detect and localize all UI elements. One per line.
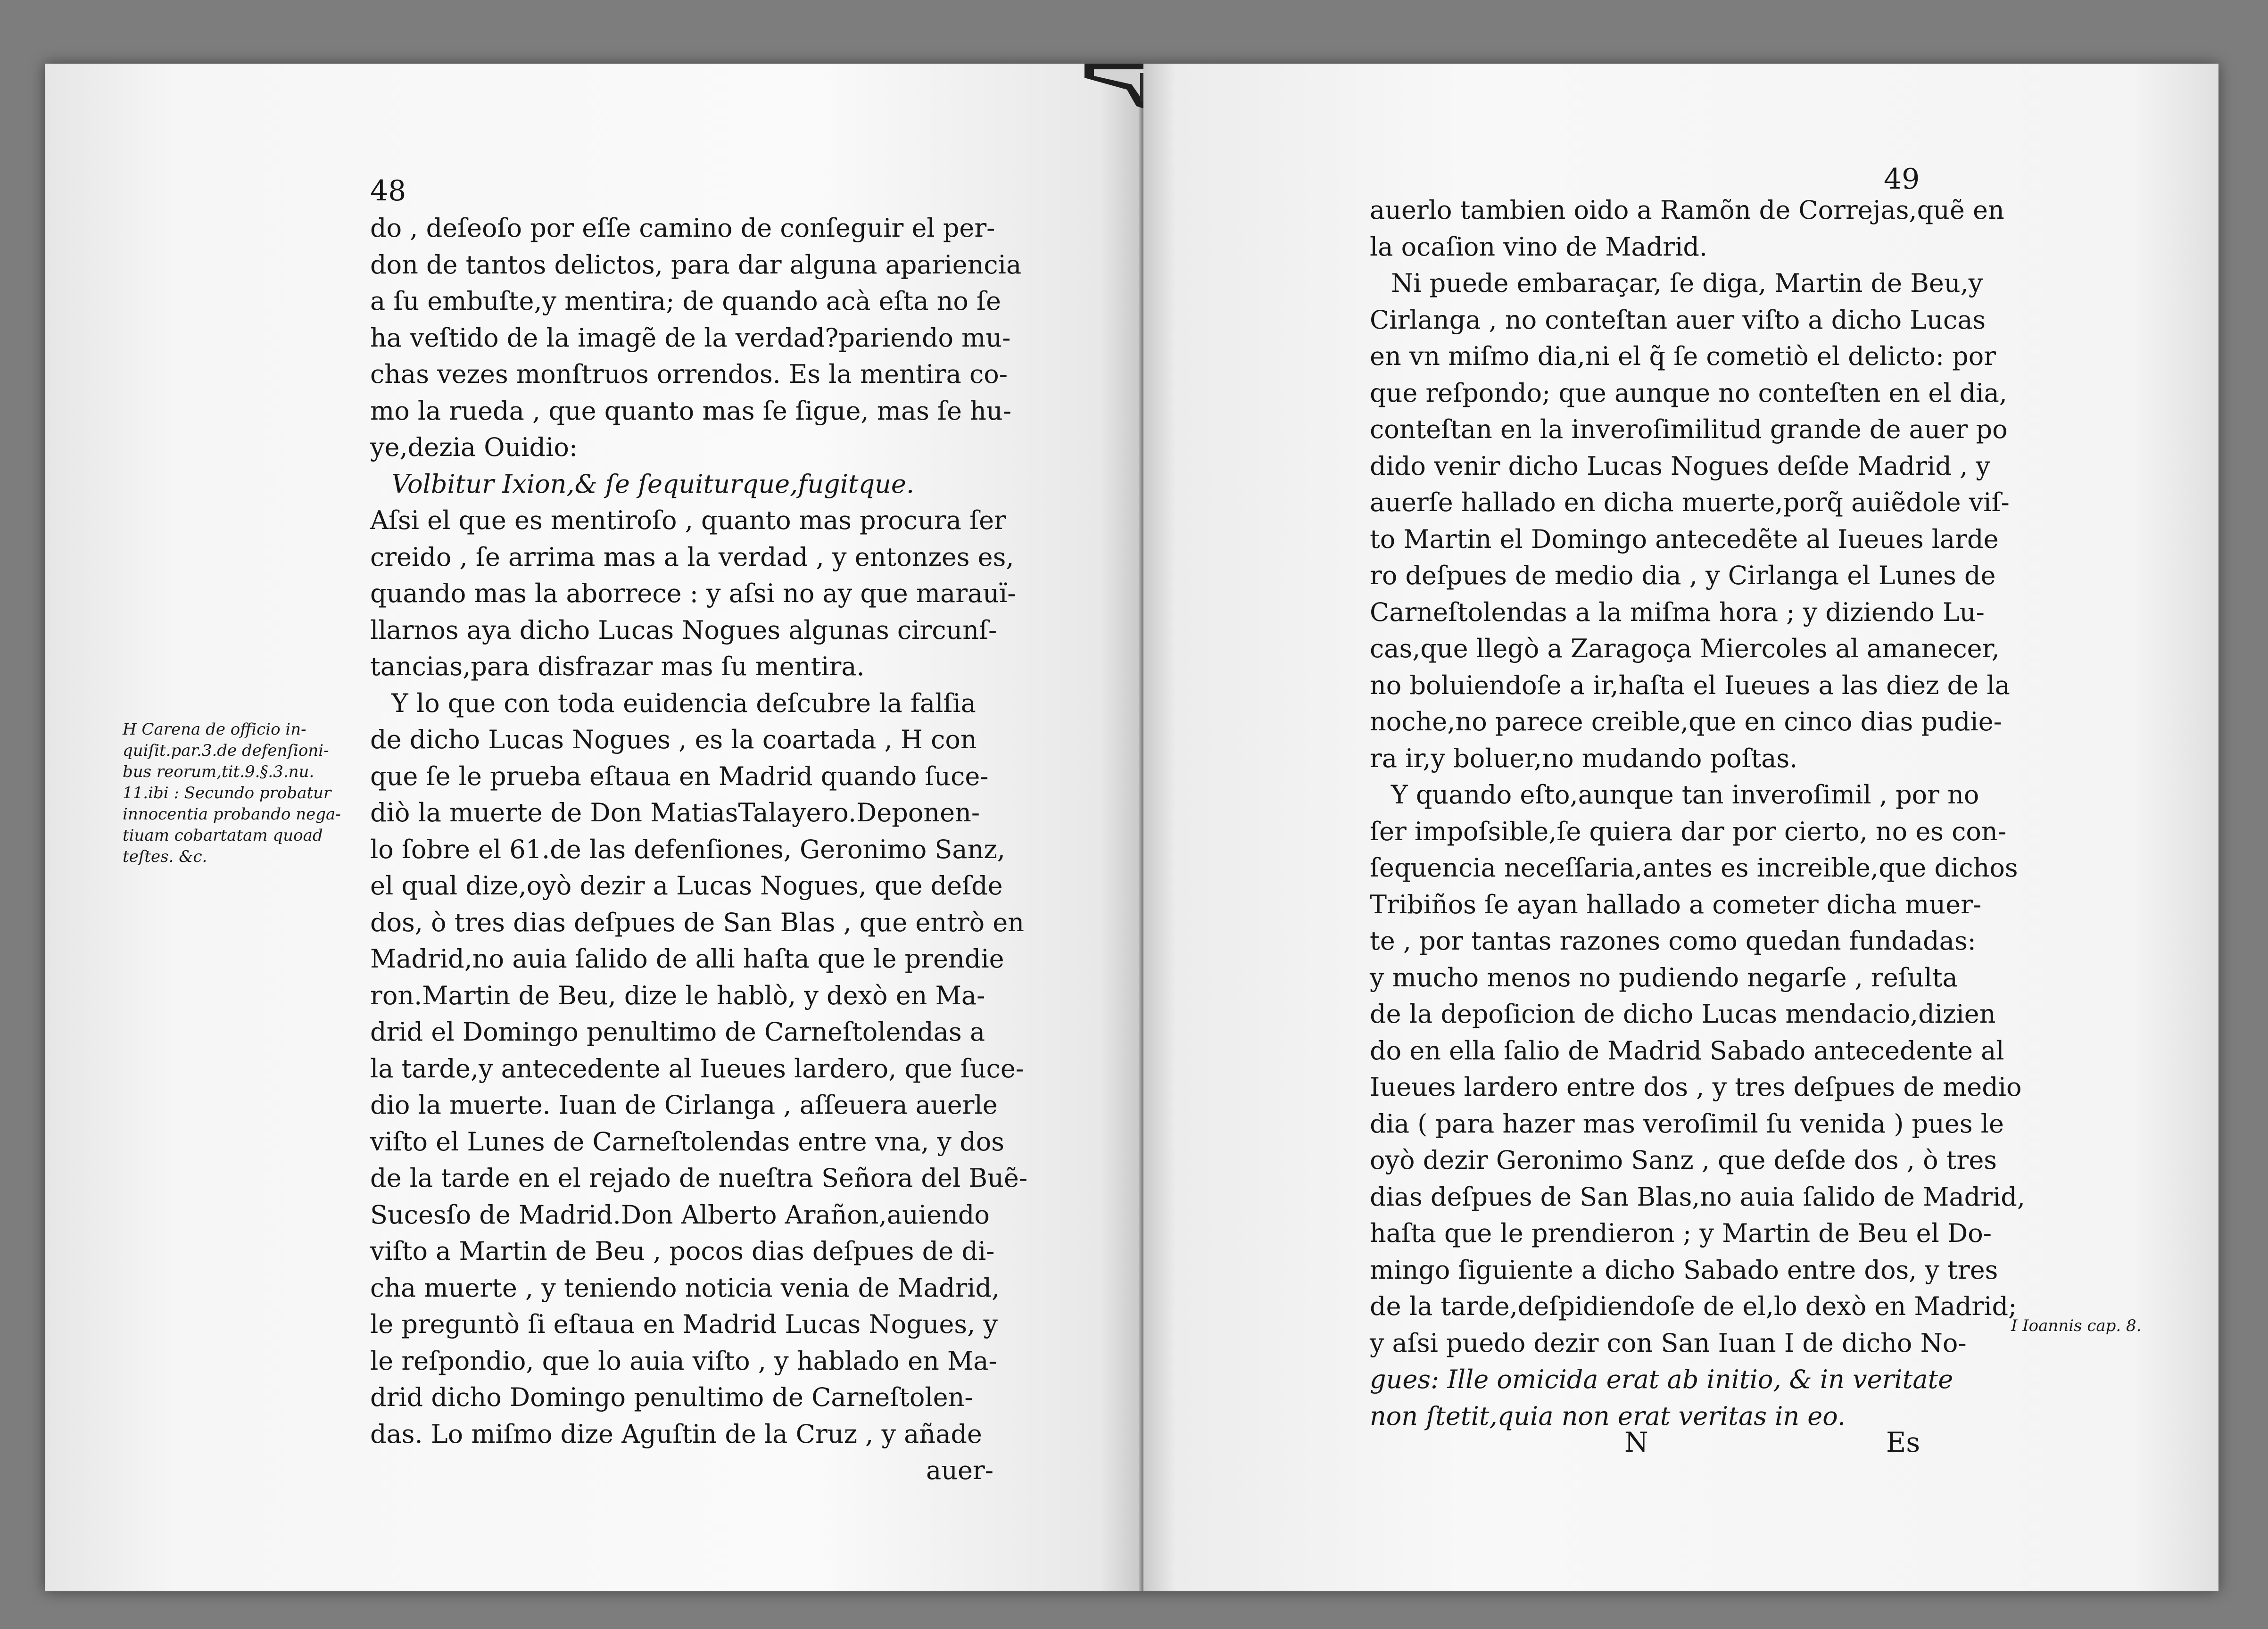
text-line: ſer impoſsible,ſe quiera dar por cierto, no es con- <box>1370 816 2006 846</box>
text-line: quando mas la aborrece : y aſsi no ay que marauï- <box>370 579 1016 608</box>
text-line: que ſe le prueba eſtaua en Madrid quando ſuce- <box>370 761 989 791</box>
page-number: 49 <box>1884 163 1920 196</box>
text-line: to Martin el Domingo antecedẽte al Iueues larde <box>1370 524 1999 554</box>
margin-note-line: 11.ibi : Secundo probatur <box>123 784 331 802</box>
text-line: haſta que le prendieron ; y Martin de Beu el Do- <box>1370 1218 1992 1248</box>
text-line: viſto a Martin de Beu , pocos dias deſpues de di- <box>370 1236 995 1266</box>
text-line: drid dicho Domingo penultimo de Carneſtolen- <box>370 1382 973 1412</box>
text-line: dido venir dicho Lucas Nogues deſde Madrid , y <box>1370 451 1990 481</box>
page-number: 48 <box>370 174 406 207</box>
text-line: conteſtan en la inveroſimilitud grande de auer po <box>1370 414 2008 444</box>
text-line: auerlo tambien oido a Ramõn de Correjas,quẽ en <box>1370 195 2004 225</box>
margin-note-line: quiſit.par.3.de defenſioni- <box>123 741 329 760</box>
text-line: la ocaſion vino de Madrid. <box>1370 232 1708 262</box>
text-line: chas vezes monſtruos orrendos. Es la mentira co- <box>370 359 1008 389</box>
text-line: lo ſobre el 61.de las defenſiones, Geronimo Sanz, <box>370 834 1005 864</box>
text-line: le preguntò ſi eſtaua en Madrid Lucas Nogues, y <box>370 1309 998 1339</box>
text-line: don de tantos delictos, para dar alguna apariencia <box>370 249 1022 280</box>
margin-note <box>2011 1315 2200 1337</box>
margin-note-line: H Carena de officio in- <box>123 720 306 739</box>
text-line: ron.Martin de Beu, dize le hablò, y dexò en Ma- <box>370 980 985 1010</box>
text-line: ye,dezia Ouidio: <box>370 432 578 462</box>
margin-note-line: teſtes. &c. <box>123 847 207 866</box>
text-line: a ſu embuſte,y mentira; de quando acà eſta no ſe <box>370 286 1002 316</box>
margin-note-line: I Ioannis cap. 8. <box>2011 1316 2142 1335</box>
text-line: Sucesſo de Madrid.Don Alberto Arañon,auiendo <box>370 1199 990 1230</box>
paragraph-start: Y lo que con toda euidencia deſcubre la falſia <box>391 688 976 718</box>
text-line: Carneſtolendas a la miſma hora ; y diziendo Lu- <box>1370 597 1985 627</box>
text-line: que reſpondo; que aunque no conteſten en el dia, <box>1370 378 2007 408</box>
text-line: viſto el Lunes de Carneſtolendas entre vna, y dos <box>370 1126 1005 1157</box>
paragraph-start: Ni puede embaraçar, ſe diga, Martin de Beu,y <box>1391 268 1983 298</box>
text-line: te , por tantas razones como quedan fundadas: <box>1370 926 1976 956</box>
text-line: en vn miſmo dia,ni el q̃ ſe cometiò el delicto: por <box>1370 341 1996 371</box>
text-line: auerſe hallado en dicha muerte,porq̃ auiẽdole viſ- <box>1370 488 2010 517</box>
latin-verse: Volbitur Ixion,& ſe ſequiturque,fugitque. <box>391 469 915 499</box>
text-line: ha veſtido de la imagẽ de la verdad?pariendo mu- <box>370 322 1011 353</box>
latin-quote: non ſtetit,quia non erat veritas in eo. <box>1370 1401 1846 1431</box>
text-line: dos, ò tres dias deſpues de San Blas , que entrò en <box>370 907 1025 937</box>
text-line: Madrid,no auia ſalido de alli haſta que le prendie <box>370 944 1004 974</box>
margin-note-line: bus reorum,tit.9.§.3.nu. <box>123 762 315 781</box>
paragraph-start: Y quando eſto,aunque tan inveroſimil , por no <box>1391 780 1979 810</box>
text-line: el qual dize,oyò dezir a Lucas Nogues, que deſde <box>370 871 1003 901</box>
catchword: auer- <box>926 1455 993 1485</box>
right-page <box>1143 64 2218 1591</box>
text-line: no boluiendoſe a ir,haſta el Iueues a las diez de la <box>1370 670 2010 700</box>
text-line: dio la muerte. Iuan de Cirlanga , aſſeuera auerle <box>370 1090 998 1120</box>
text-line: cha muerte , y teniendo noticia venia de Madrid, <box>370 1273 1000 1303</box>
text-line: de la tarde en el rejado de nueſtra Señora del Buẽ- <box>370 1163 1028 1193</box>
text-line: Cirlanga , no conteſtan auer viſto a dicho Lucas <box>1370 305 1986 335</box>
text-line: drid el Domingo penultimo de Carneſtolendas a <box>370 1017 985 1047</box>
text-line: noche,no parece creible,que en cinco dias pudie- <box>1370 707 2002 736</box>
text-line: mingo ſiguiente a dicho Sabado entre dos, y tres <box>1370 1255 1998 1285</box>
text-line: dias deſpues de San Blas,no auia ſalido de Madrid, <box>1370 1182 2026 1212</box>
text-line: de la tarde,deſpidiendoſe de el,lo dexò en Madrid; <box>1370 1291 2017 1321</box>
text-line: cas,que llegò a Zaragoça Miercoles al amanecer, <box>1370 634 2000 663</box>
text-line: do en ella ſalio de Madrid Sabado antecedente al <box>1370 1035 2004 1066</box>
text-line: la tarde,y antecedente al Iueues lardero, que ſuce- <box>370 1053 1025 1083</box>
margin-note-line: tiuam cobartatam quoad <box>123 826 323 845</box>
text-line: das. Lo miſmo dize Aguſtin de la Cruz , y añade <box>370 1419 982 1449</box>
text-line: y aſsi puedo dezir con San Iuan I de dicho No- <box>1370 1328 1967 1358</box>
text-line: mo la rueda , que quanto mas ſe ſigue, mas ſe hu- <box>370 396 1011 426</box>
left-body-text <box>370 210 1028 1489</box>
text-line: de la depoſicion de dicho Lucas mendacio,dizien <box>1370 999 1996 1029</box>
margin-note-line: innocentia probando nega- <box>123 805 341 824</box>
signature-mark: N <box>1624 1426 1648 1458</box>
text-line: y mucho menos no pudiendo negarſe , reſulta <box>1370 962 1958 992</box>
text-line: Tribiños ſe ayan hallado a cometer dicha muer- <box>1370 889 1982 919</box>
text-line: ra ir,y boluer,no mudando poſtas. <box>1370 743 1798 773</box>
latin-quote: gues: Ille omicida erat ab initio, & in veritate <box>1370 1364 1953 1394</box>
book-spread <box>45 64 2218 1591</box>
text-line: creido , ſe arrima mas a la verdad , y entonzes es, <box>370 542 1014 572</box>
text-line: dia ( para hazer mas veroſimil ſu venida ) pues le <box>1370 1108 2004 1139</box>
catchword: Es <box>1886 1426 1920 1458</box>
text-line: de dicho Lucas Nogues , es la coartada , H con <box>370 725 977 754</box>
right-body-text <box>1370 192 2026 1434</box>
text-line: ſequencia neceſſaria,antes es increible,que dichos <box>1370 853 2018 883</box>
text-line: llarnos aya dicho Lucas Nogues algunas circunſ- <box>370 615 997 645</box>
text-line: tancias,para disfrazar mas ſu mentira. <box>370 652 865 681</box>
text-line: Iueues lardero entre dos , y tres deſpues de medio <box>1370 1072 2022 1102</box>
margin-note <box>123 719 358 868</box>
left-page <box>45 64 1143 1591</box>
text-line: diò la muerte de Don MatiasTalayero.Deponen- <box>370 798 980 827</box>
text-line: oyò dezir Geronimo Sanz , que deſde dos , ò tres <box>1370 1145 1997 1175</box>
text-line: do , deſeoſo por eſſe camino de conſeguir el per- <box>370 213 995 243</box>
text-line: Aſsi el que es mentiroſo , quanto mas procura ſer <box>370 505 1006 535</box>
text-line: le reſpondio, que lo auia viſto , y hablado en Ma- <box>370 1346 997 1376</box>
text-line: ro deſpues de medio dia , y Cirlanga el Lunes de <box>1370 561 1996 590</box>
